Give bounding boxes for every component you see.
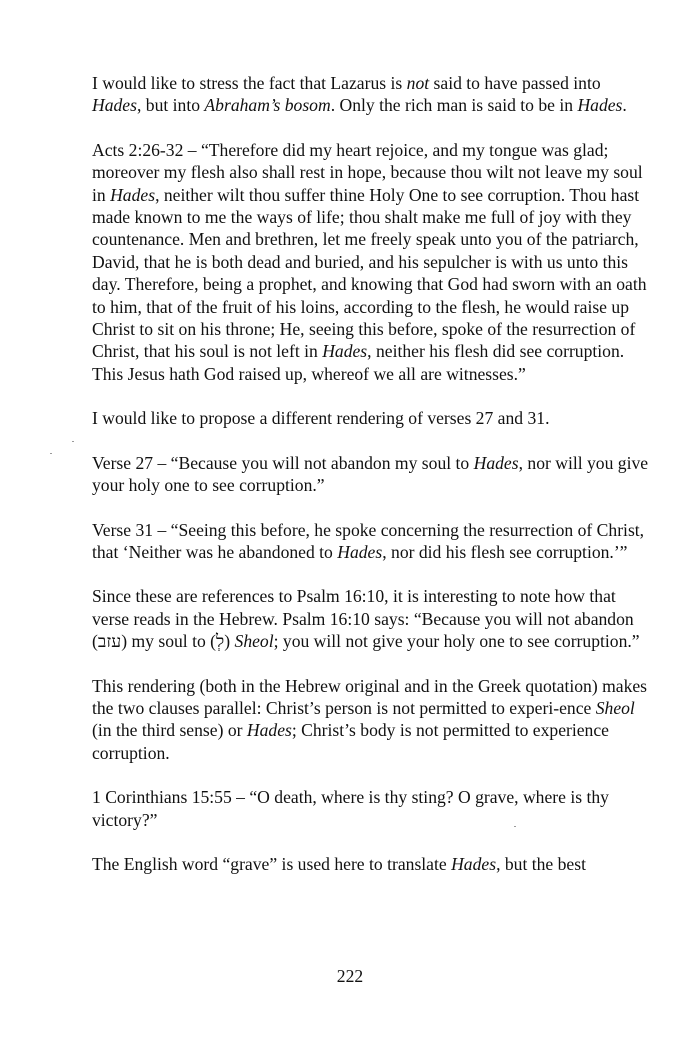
scan-speck — [50, 453, 52, 454]
paragraph-grave-translation — [92, 853, 652, 875]
text-run: , nor will you give your holy one to see corruption.” — [92, 452, 649, 496]
text-run: Since these are references to Psalm 16:10, it is interesting to note how that verse reads in the Hebrew. Psalm 16:10 says: “Because you will not abandon ( — [92, 586, 634, 652]
paragraph-psalm-16-10 — [92, 585, 652, 652]
scan-speck — [72, 441, 74, 442]
text-run: Verse 31 – “Seeing this before, he spoke concerning the resurrection of Christ, that ‘Neither was he abandoned to — [92, 519, 645, 562]
scan-speck — [514, 826, 516, 827]
text-run: , nor did his flesh see corruption.’” — [382, 541, 628, 562]
italic-term: Sheol — [234, 631, 274, 652]
paragraph-1-corinthians-15-55 — [92, 786, 652, 831]
italic-term: not — [406, 73, 430, 93]
text-run: Verse 27 – “Because you will not abandon my soul to — [92, 452, 474, 473]
text-run: ; Christ’s body is not permitted to experience corruption. — [92, 720, 609, 763]
italic-term: Hades — [451, 853, 497, 874]
text-run: This rendering (both in the Hebrew original and in the Greek quotation) makes the two clauses parallel: Christ’s person is not permitted to experi-ence — [92, 675, 648, 718]
text-run: ) — [224, 631, 235, 652]
italic-term: Hades — [322, 341, 368, 362]
italic-term: Abraham’s bosom — [204, 95, 331, 116]
text-run: , neither wilt thou suffer thine Holy One to see corruption. Thou hast made known to me the ways of life; thou shalt make me full of joy with they countenance. Men and brethren, let me freely speak unto you of the patriarch, David, that he is both dead and buried, and his sepulcher is with us unto this day. Therefore, being a prophet, and knowing that God had sworn with an oath to him, that of the fruit of his loins, according to the flesh, he would raise up Christ to sit on his throne; He, seeing this before, spoke of the resurrection of Christ, that his soul is not left in — [92, 184, 647, 362]
paragraph-propose-rendering — [92, 407, 652, 429]
text-run: Acts 2:26-32 – “Therefore did my heart rejoice, and my tongue was glad; moreover my flesh also shall rest in hope, because thou wilt not leave my soul in — [92, 139, 643, 205]
paragraph-verse-27 — [92, 452, 652, 497]
text-run: , but the best — [496, 853, 586, 874]
text-run: , but into — [136, 95, 205, 116]
text-run: ) my soul to ( — [121, 631, 217, 652]
page-number: 222 — [336, 966, 364, 986]
text-run: I would like to propose a different rendering of verses 27 and 31. — [92, 408, 550, 429]
paragraph-verse-31 — [92, 519, 652, 564]
text-run: . — [622, 95, 627, 116]
text-run: 1 Corinthians 15:55 – “O death, where is thy sting? O grave, where is thy victory?” — [92, 787, 609, 830]
paragraph-acts-2-26-32-quotation — [92, 139, 652, 385]
italic-term: Hades — [110, 184, 156, 205]
hebrew-word: עזב — [97, 631, 122, 652]
text-run: I would like to stress the fact that Lazarus is — [92, 73, 407, 93]
text-run: ; you will not give your holy one to see corruption.” — [273, 631, 640, 652]
italic-term: Hades — [246, 720, 292, 741]
italic-term: Hades — [92, 95, 137, 116]
italic-term: Hades — [337, 541, 383, 562]
italic-term: Hades — [473, 452, 519, 473]
book-page-body — [92, 72, 652, 897]
italic-term: Sheol — [595, 697, 635, 718]
text-run: , neither his flesh did see corruption. This Jesus hath God raised up, whereof we all are witnesses.” — [92, 341, 625, 384]
text-run: . Only the rich man is said to be in — [330, 95, 578, 116]
paragraph-parallel-clauses — [92, 675, 652, 765]
text-run: (in the third sense) or — [92, 720, 247, 741]
hebrew-word: לְ — [216, 631, 225, 652]
text-run: The English word “grave” is used here to translate — [92, 853, 452, 874]
text-run: said to have passed into — [429, 73, 601, 93]
italic-term: Hades — [577, 95, 623, 116]
paragraph-lazarus-not-in-hades — [92, 72, 652, 117]
